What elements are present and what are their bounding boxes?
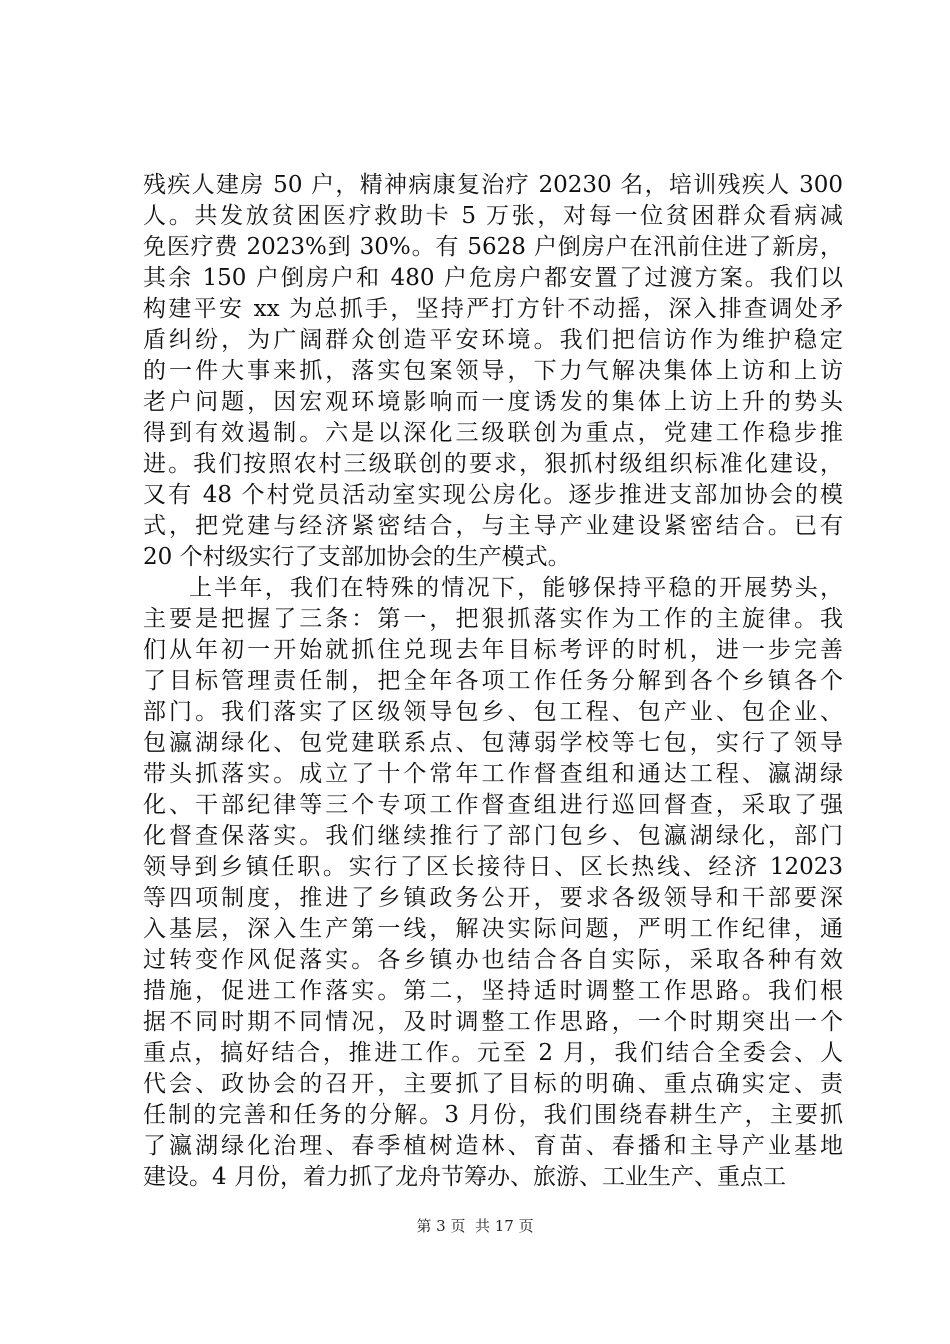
text-line: 20 个村级实行了支部加协会的生产模式。 [143, 544, 571, 570]
text-line: 老户问题，因宏观环境影响而一度诱发的集体上访上升的势头 [143, 389, 843, 415]
text-line: 式，把党建与经济紧密结合，与主导产业建设紧密结合。已有 [143, 513, 843, 539]
text-line: 包瀛湖绿化、包党建联系点、包薄弱学校等七包，实行了领导 [143, 730, 843, 756]
text-line: 其余 150 户倒房户和 480 户危房户都安置了过渡方案。我们以 [143, 265, 843, 291]
text-line: 领导到乡镇任职。实行了区长接待日、区长热线、经济 12023 [143, 854, 843, 880]
text-line: 部门。我们落实了区级领导包乡、包工程、包产业、包企业、 [143, 699, 843, 725]
text-line: 过转变作风促落实。各乡镇办也结合各自实际，采取各种有效 [143, 947, 843, 973]
text-line: 主要是把握了三条：第一，把狠抓落实作为工作的主旋律。我 [143, 606, 843, 632]
text-line: 上半年，我们在特殊的情况下，能够保持平稳的开展势头， [189, 575, 843, 601]
text-line: 化、干部纪律等三个专项工作督查组进行巡回督查，采取了强 [143, 792, 843, 818]
text-line: 任制的完善和任务的分解。3 月份，我们围绕春耕生产，主要抓 [143, 1102, 843, 1128]
text-line: 人。共发放贫困医疗救助卡 5 万张，对每一位贫困群众看病减 [143, 203, 843, 229]
paragraph [143, 573, 843, 1193]
page-footer [0, 1216, 950, 1236]
text-line: 进。我们按照农村三级联创的要求，狠抓村级组织标准化建设， [143, 451, 843, 477]
text-line: 等四项制度，推进了乡镇政务公开，要求各级领导和干部要深 [143, 885, 843, 911]
text-line: 据不同时期不同情况，及时调整工作思路，一个时期突出一个 [143, 1009, 843, 1035]
text-line: 免医疗费 2023%到 30%。有 5628 户倒房户在汛前住进了新房， [143, 234, 843, 260]
text-line: 重点，搞好结合，推进工作。元至 2 月，我们结合全委会、人 [143, 1040, 843, 1066]
text-line: 又有 48 个村党员活动室实现公房化。逐步推进支部加协会的模 [143, 482, 843, 508]
text-line: 了瀛湖绿化治理、春季植树造林、育苗、春播和主导产业基地 [143, 1133, 843, 1159]
text-line: 构建平安 xx 为总抓手，坚持严打方针不动摇，深入排查调处矛 [143, 296, 843, 322]
text-line: 得到有效遏制。六是以深化三级联创为重点，党建工作稳步推 [143, 420, 843, 446]
text-line: 建设。4 月份，着力抓了龙舟节筹办、旅游、工业生产、重点工 [143, 1164, 786, 1190]
text-line: 化督查保落实。我们继续推行了部门包乡、包瀛湖绿化，部门 [143, 823, 843, 849]
text-line: 残疾人建房 50 户，精神病康复治疗 20230 名，培训残疾人 300 [143, 172, 843, 198]
text-line: 代会、政协会的召开，主要抓了目标的明确、重点确实定、责 [143, 1071, 843, 1097]
text-line: 措施，促进工作落实。第二，坚持适时调整工作思路。我们根 [143, 978, 843, 1004]
text-line: 了目标管理责任制，把全年各项工作任务分解到各个乡镇各个 [143, 668, 843, 694]
text-line: 入基层，深入生产第一线，解决实际问题，严明工作纪律，通 [143, 916, 843, 942]
paragraph [143, 170, 843, 573]
text-line: 的一件大事来抓，落实包案领导，下力气解决集体上访和上访 [143, 358, 843, 384]
text-line: 带头抓落实。成立了十个常年工作督查组和通达工程、瀛湖绿 [143, 761, 843, 787]
page-number-label: 第 3 页 共 17 页 [416, 1217, 534, 1235]
text-line: 盾纠纷，为广阔群众创造平安环境。我们把信访作为维护稳定 [143, 327, 843, 353]
text-line: 们从年初一开始就抓住兑现去年目标考评的时机，进一步完善 [143, 637, 843, 663]
document-body [143, 170, 843, 1193]
